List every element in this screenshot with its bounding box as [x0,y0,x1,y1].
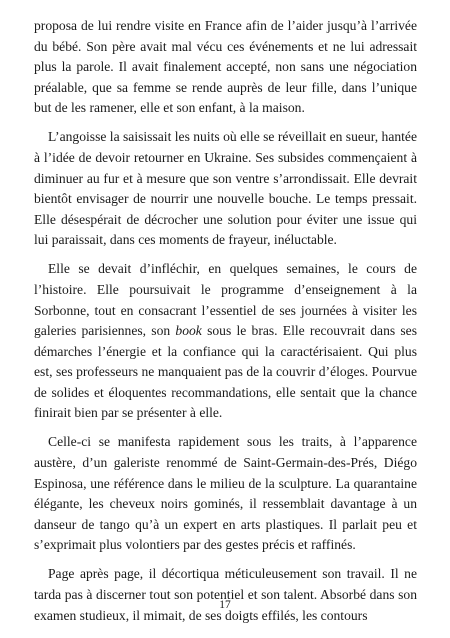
paragraph [34,432,417,556]
paragraph-text: Celle-ci se manifesta rapidement sous les traits, à l’apparence austère, d’un galeriste renommé de Saint-Germain-des-Prés, Diégo Espinosa, une référence dans le milieu de la sculpture. La quarantaine élégante, les cheveux noirs gominés, il ressemblait davantage à un danseur de tango qu’à un expert en arts plastiques. Il parlait peu et s’exprimait plus volontiers par des gestes précis et raffinés. [34,434,417,553]
paragraph-text: proposa de lui rendre visite en France afin de l’aider jusqu’à l’arrivée du bébé. Son père avait mal vécu ces événements et ne lui adressait plus la parole. Il avait finalement accepté, non sans une négociation préalable, que sa femme se rende auprès de leur fille, dans l’unique but de les ramener, elle et son enfant, à la maison. [34,18,417,116]
page-body [34,16,417,626]
paragraph-text: Page après page, il décortiqua méticuleusement son travail. Il ne tarda pas à discerner tout son potentiel et son talent. Absorbé dans son examen studieux, il mimait, de ses doigts effilés, les contours [34,566,417,623]
paragraph-text: L’angoisse la saisissait les nuits où elle se réveillait en sueur, hantée à l’idée de devoir retourner en Ukraine. Ses subsides commençaient à diminuer au fur et à mesure que son ventre s’arrondissait. Elle devrait bientôt envisager de nourrir une nouvelle bouche. Le temps pressait. Elle désespérait de décrocher une solution pour éviter une issue qui lui paraissait, dans ces moments de frayeur, inéluctable. [34,129,417,248]
paragraph [34,564,417,626]
paragraph-text: sous le bras. Elle recouvrait dans ses démarches l’énergie et la confiance qui la caractérisaient. Qui plus est, ses professeurs ne manquaient pas de la couvrir d’éloges. Pourvue de solides et éloquentes recommandations, elle sentait que la chance finirait bien par se présenter à elle. [34,323,418,421]
italic-word-book: book [175,323,202,339]
paragraph [34,16,417,119]
paragraph-text: Elle se devait d’infléchir, en quelques semaines, le cours de l’histoire. Elle poursuivait le programme d’enseignement à la Sorbonne, tout en consacrant l’essentiel de ses journées à visiter les galeries parisiennes, son [34,261,417,339]
page-number: 17 [219,599,231,611]
paragraph [34,127,417,251]
paragraph [34,259,417,424]
